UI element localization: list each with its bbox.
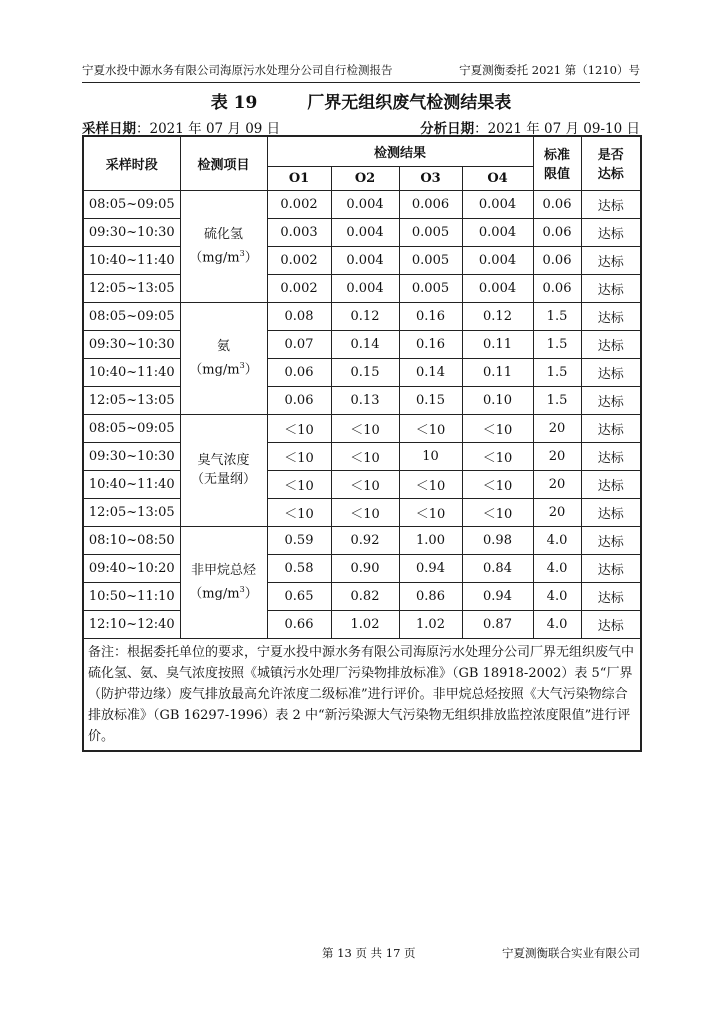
result-cell-o1: 0.06: [267, 386, 331, 414]
sampling-time-cell: 09:30~10:30: [83, 330, 180, 358]
standard-limit-cell: 1.5: [533, 386, 581, 414]
analysis-date: [420, 117, 640, 137]
pass-status-cell: 达标: [581, 526, 641, 554]
result-cell-o1: 0.003: [267, 218, 331, 246]
pass-status-cell: 达标: [581, 302, 641, 330]
sampling-time-cell: 08:05~09:05: [83, 190, 180, 218]
sampling-date-value: ：2021 年 07 月 09 日: [136, 121, 281, 137]
pass-status-cell: 达标: [581, 358, 641, 386]
standard-limit-cell: 20: [533, 498, 581, 526]
test-item-name: 臭气浓度: [197, 453, 250, 468]
results-body: [83, 190, 641, 638]
result-cell-o1: ＜10: [267, 442, 331, 470]
footer-company: 宁夏测衡联合实业有限公司: [502, 946, 640, 960]
result-cell-o2: 0.14: [331, 330, 399, 358]
result-cell-o1: 0.002: [267, 274, 331, 302]
result-cell-o2: 0.004: [331, 246, 399, 274]
result-cell-o2: 0.004: [331, 274, 399, 302]
sampling-time-cell: 10:40~11:40: [83, 358, 180, 386]
table-row: [83, 470, 641, 498]
standard-limit-cell: 1.5: [533, 302, 581, 330]
analysis-date-value: ：2021 年 07 月 09-10 日: [474, 121, 640, 137]
col-header-result: 检测结果: [267, 136, 533, 166]
table-row: [83, 582, 641, 610]
col-header-o1: O1: [267, 166, 331, 190]
date-line: [82, 117, 640, 137]
pass-status-cell: 达标: [581, 274, 641, 302]
remarks-note: 备注：根据委托单位的要求，宁夏水投中源水务有限公司海原污水处理分公司厂界无组织废气中硫化氢、氨、臭气浓度按照《城镇污水处理厂污染物排放标准》（GB 18918-2002）表 5“厂界（防护带边缘）废气排放最高允许浓度二级标准”进行评价。非甲烷总烃按照《大气污染物综合排放标准》（GB 16297-1996）表 2 中“新污染源大气污染物无组织排放监控浓度限值”进行评价。: [83, 638, 641, 751]
sampling-time-cell: 09:40~10:20: [83, 554, 180, 582]
result-cell-o4: 0.94: [462, 582, 533, 610]
analysis-date-label: 分析日期: [420, 121, 475, 137]
unit-superscript: 3: [239, 248, 245, 258]
pass-status-cell: 达标: [581, 330, 641, 358]
test-item-name: 硫化氢: [203, 226, 243, 242]
result-cell-o2: ＜10: [331, 498, 399, 526]
result-cell-o3: ＜10: [399, 498, 462, 526]
sampling-time-cell: 09:30~10:30: [83, 218, 180, 246]
pass-status-cell: 达标: [581, 610, 641, 638]
pass-status-cell: 达标: [581, 498, 641, 526]
result-cell-o3: 0.006: [399, 190, 462, 218]
result-cell-o4: 0.004: [462, 246, 533, 274]
test-item-cell: [180, 302, 267, 414]
result-cell-o4: 0.10: [462, 386, 533, 414]
result-cell-o3: 0.94: [399, 554, 462, 582]
result-cell-o1: 0.06: [267, 358, 331, 386]
result-cell-o4: 0.98: [462, 526, 533, 554]
test-item-unit: （mg/m: [189, 250, 240, 266]
pass-status-cell: 达标: [581, 190, 641, 218]
standard-limit-cell: 1.5: [533, 330, 581, 358]
col-header-time: 采样时段: [83, 136, 180, 190]
table-row: [83, 610, 641, 638]
result-cell-o2: 0.12: [331, 302, 399, 330]
result-cell-o2: 0.004: [331, 190, 399, 218]
standard-limit-cell: 20: [533, 414, 581, 442]
pass-status-cell: 达标: [581, 386, 641, 414]
result-cell-o4: 0.004: [462, 190, 533, 218]
standard-limit-cell: 4.0: [533, 610, 581, 638]
result-cell-o4: ＜10: [462, 470, 533, 498]
pass-status-cell: 达标: [581, 414, 641, 442]
result-cell-o2: ＜10: [331, 442, 399, 470]
pass-status-cell: 达标: [581, 218, 641, 246]
result-cell-o3: 0.005: [399, 246, 462, 274]
result-cell-o3: 10: [399, 442, 462, 470]
result-cell-o2: 1.02: [331, 610, 399, 638]
standard-limit-cell: 0.06: [533, 218, 581, 246]
result-cell-o3: 0.005: [399, 274, 462, 302]
pass-status-cell: 达标: [581, 470, 641, 498]
result-cell-o3: 0.14: [399, 358, 462, 386]
standard-limit-cell: 0.06: [533, 274, 581, 302]
result-cell-o1: 0.002: [267, 246, 331, 274]
standard-limit-cell: 1.5: [533, 358, 581, 386]
result-cell-o3: ＜10: [399, 414, 462, 442]
test-item-unit-close: ）: [244, 586, 258, 602]
sampling-time-cell: 12:10~12:40: [83, 610, 180, 638]
table-row: [83, 246, 641, 274]
sampling-time-cell: 08:05~09:05: [83, 414, 180, 442]
results-table: [82, 135, 642, 752]
col-header-o4: O4: [462, 166, 533, 190]
table-row: [83, 358, 641, 386]
sampling-time-cell: 08:05~09:05: [83, 302, 180, 330]
result-cell-o1: 0.002: [267, 190, 331, 218]
result-cell-o1: 0.58: [267, 554, 331, 582]
page-header: [82, 62, 640, 83]
standard-limit-cell: 4.0: [533, 582, 581, 610]
test-item-cell: [180, 414, 267, 526]
standard-limit-cell: 4.0: [533, 526, 581, 554]
test-item-name: 非甲烷总烃: [190, 562, 256, 578]
unit-superscript: 3: [239, 360, 245, 370]
table-title-text: 厂界无组织废气检测结果表: [307, 93, 512, 113]
sampling-time-cell: 12:05~13:05: [83, 274, 180, 302]
result-cell-o3: 0.005: [399, 218, 462, 246]
result-cell-o4: 0.11: [462, 358, 533, 386]
result-cell-o2: ＜10: [331, 414, 399, 442]
standard-limit-cell: 20: [533, 442, 581, 470]
sampling-time-cell: 08:10~08:50: [83, 526, 180, 554]
test-item-cell: [180, 526, 267, 638]
standard-limit-cell: 20: [533, 470, 581, 498]
result-cell-o3: 0.16: [399, 330, 462, 358]
pass-status-cell: 达标: [581, 246, 641, 274]
table-row: [83, 302, 641, 330]
col-header-standard-l1: 标准: [544, 148, 571, 164]
table-row: [83, 414, 641, 442]
table-row: [83, 190, 641, 218]
col-header-o2: O2: [331, 166, 399, 190]
sampling-time-cell: 10:50~11:10: [83, 582, 180, 610]
table-title: [82, 88, 640, 113]
col-header-standard-l2: 限值: [544, 167, 571, 183]
sampling-time-cell: 10:40~11:40: [83, 470, 180, 498]
result-cell-o1: 0.07: [267, 330, 331, 358]
sampling-time-cell: 12:05~13:05: [83, 386, 180, 414]
result-cell-o2: 0.13: [331, 386, 399, 414]
table-row: [83, 526, 641, 554]
test-item-cell: [180, 190, 267, 302]
result-cell-o3: 1.02: [399, 610, 462, 638]
pass-status-cell: 达标: [581, 442, 641, 470]
result-cell-o2: 0.15: [331, 358, 399, 386]
table-number: 表 19: [210, 93, 258, 113]
table-row: [83, 498, 641, 526]
result-cell-o1: ＜10: [267, 470, 331, 498]
col-header-o3: O3: [399, 166, 462, 190]
test-item-unit: （mg/m: [189, 586, 240, 602]
col-header-pass-l1: 是否: [597, 148, 624, 164]
result-cell-o4: ＜10: [462, 414, 533, 442]
sampling-date: [82, 117, 280, 137]
result-cell-o2: 0.90: [331, 554, 399, 582]
result-cell-o3: 0.16: [399, 302, 462, 330]
result-cell-o1: 0.08: [267, 302, 331, 330]
standard-limit-cell: 4.0: [533, 554, 581, 582]
result-cell-o1: ＜10: [267, 498, 331, 526]
table-row: [83, 554, 641, 582]
result-cell-o1: 0.59: [267, 526, 331, 554]
table-row: [83, 442, 641, 470]
unit-superscript: 3: [239, 584, 245, 594]
test-item-unit-close: ）: [244, 362, 258, 378]
sampling-date-label: 采样日期: [82, 121, 136, 137]
result-cell-o2: 0.92: [331, 526, 399, 554]
col-header-item: 检测项目: [180, 136, 267, 190]
result-cell-o4: ＜10: [462, 498, 533, 526]
test-item-unit-close: ）: [244, 250, 258, 266]
col-header-pass: [581, 136, 641, 190]
pass-status-cell: 达标: [581, 554, 641, 582]
table-row: [83, 218, 641, 246]
table-row: [83, 386, 641, 414]
sampling-time-cell: 10:40~11:40: [83, 246, 180, 274]
result-cell-o4: 0.87: [462, 610, 533, 638]
result-cell-o3: 0.86: [399, 582, 462, 610]
pass-status-cell: 达标: [581, 582, 641, 610]
standard-limit-cell: 0.06: [533, 246, 581, 274]
test-item-unit: （mg/m: [189, 362, 240, 378]
table-row: [83, 274, 641, 302]
table-row: [83, 330, 641, 358]
result-cell-o3: ＜10: [399, 470, 462, 498]
result-cell-o4: 0.004: [462, 274, 533, 302]
sampling-time-cell: 12:05~13:05: [83, 498, 180, 526]
col-header-pass-l2: 达标: [597, 167, 624, 183]
col-header-standard: [533, 136, 581, 190]
result-cell-o2: 0.004: [331, 218, 399, 246]
result-cell-o4: ＜10: [462, 442, 533, 470]
header-commission-number: 宁夏测衡委托 2021 第（1210）号: [459, 63, 640, 77]
result-cell-o4: 0.12: [462, 302, 533, 330]
standard-limit-cell: 0.06: [533, 190, 581, 218]
test-item-name: 氨: [216, 338, 230, 354]
result-cell-o2: 0.82: [331, 582, 399, 610]
result-cell-o3: 1.00: [399, 526, 462, 554]
page-number: 第 13 页 共 17 页: [322, 946, 416, 960]
result-cell-o1: ＜10: [267, 414, 331, 442]
result-cell-o4: 0.11: [462, 330, 533, 358]
result-cell-o2: ＜10: [331, 470, 399, 498]
result-cell-o4: 0.84: [462, 554, 533, 582]
sampling-time-cell: 09:30~10:30: [83, 442, 180, 470]
result-cell-o1: 0.66: [267, 610, 331, 638]
result-cell-o4: 0.004: [462, 218, 533, 246]
header-report-title: 宁夏水投中源水务有限公司海原污水处理分公司自行检测报告: [82, 63, 393, 77]
result-cell-o1: 0.65: [267, 582, 331, 610]
result-cell-o3: 0.15: [399, 386, 462, 414]
test-item-unit: （无量纲）: [190, 472, 256, 487]
